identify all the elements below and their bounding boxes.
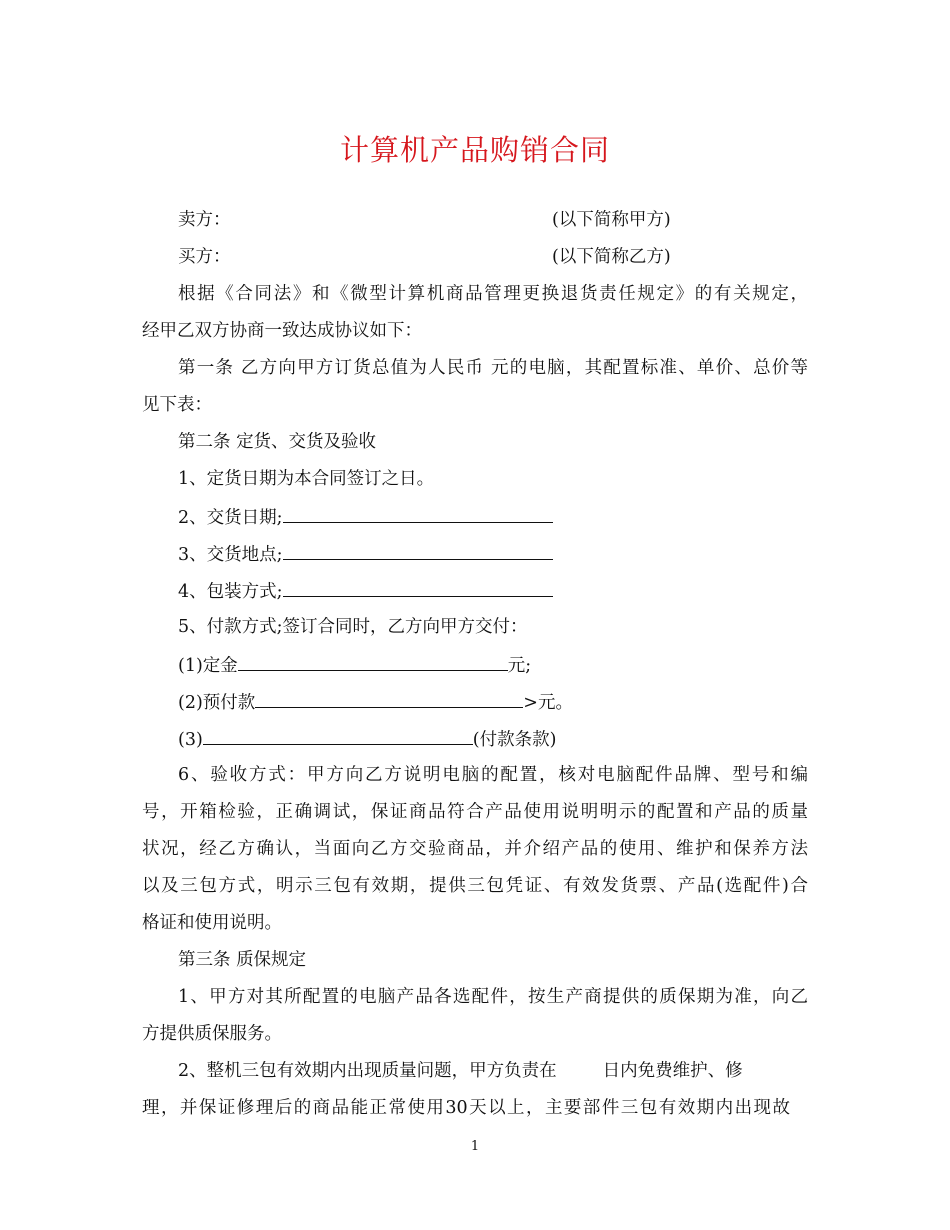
delivery-place-blank xyxy=(283,542,553,560)
seller-label: 卖方： xyxy=(178,210,231,230)
packaging-blank xyxy=(283,579,553,597)
quality-2-text-b: 日内免费维护、修 xyxy=(602,1061,743,1081)
quality-2-line-2: 理，并保证修理后的商品能正常使用30天以上，主要部件三包有效期内出现故 xyxy=(142,1098,790,1118)
quality-2-text-a: 2、整机三包有效期内出现质量问题，甲方负责在 xyxy=(178,1061,557,1081)
deposit-blank xyxy=(238,653,508,671)
seller-line xyxy=(178,209,231,231)
seller-note: (以下简称甲方) xyxy=(552,210,671,230)
item-5: 5、付款方式;签订合同时，乙方向甲方交付： xyxy=(178,617,528,637)
item-2-label: 2、交货日期; xyxy=(178,508,283,528)
sub-item-1-unit: 元; xyxy=(507,656,532,676)
sub-item-2-unit: >元。 xyxy=(523,693,573,713)
sub-item-1-label: (1)定金 xyxy=(178,656,238,676)
sub-item-2 xyxy=(178,690,573,714)
quality-1-line-1: 1、甲方对其所配置的电脑产品各选配件，按生产商提供的质保期为准，向乙 xyxy=(178,987,808,1007)
quality-2-line-1 xyxy=(178,1060,743,1082)
quality-1-line-2: 方提供质保服务。 xyxy=(142,1024,282,1044)
sub-item-3-note: (付款条款) xyxy=(472,730,557,750)
item-1: 1、定货日期为本合同签订之日。 xyxy=(178,469,435,489)
article-3-heading: 第三条 质保规定 xyxy=(178,950,307,970)
item-4 xyxy=(178,579,553,603)
sub-item-3-label: (3) xyxy=(178,730,203,750)
buyer-line xyxy=(178,246,231,268)
item-6-line-2: 号，开箱检验，正确调试，保证商品符合产品使用说明明示的配置和产品的质量 xyxy=(142,802,808,822)
item-6-line-1: 6、验收方式：甲方向乙方说明电脑的配置，核对电脑配件品牌、型号和编 xyxy=(178,765,808,785)
sub-item-2-label: (2)预付款 xyxy=(178,693,256,713)
item-3-label: 3、交货地点; xyxy=(178,545,283,565)
sub-item-3 xyxy=(178,727,556,751)
item-2 xyxy=(178,505,553,529)
document-title: 计算机产品购销合同 xyxy=(339,133,610,167)
preamble-line-2: 经甲乙双方协商一致达成协议如下： xyxy=(142,321,422,341)
article-1-line-1: 第一条 乙方向甲方订货总值为人民币 元的电脑，其配置标准、单价、总价等 xyxy=(178,358,808,378)
item-6-line-3: 状况，经乙方确认，当面向乙方交验商品，并介绍产品的使用、维护和保养方法 xyxy=(142,839,808,859)
buyer-note: (以下简称乙方) xyxy=(552,247,671,267)
sub-item-1 xyxy=(178,653,531,677)
payment-terms-blank xyxy=(203,727,473,745)
page-number: 1 xyxy=(470,1139,480,1154)
item-6-line-5: 格证和使用说明。 xyxy=(142,913,282,933)
item-3 xyxy=(178,542,553,566)
article-2-heading: 第二条 定货、交货及验收 xyxy=(178,432,377,452)
item-4-label: 4、包装方式; xyxy=(178,582,283,602)
delivery-date-blank xyxy=(283,505,553,523)
preamble-line-1: 根据《合同法》和《微型计算机商品管理更换退货责任规定》的有关规定， xyxy=(178,284,808,304)
buyer-label: 买方： xyxy=(178,247,231,267)
item-6-line-4: 以及三包方式，明示三包有效期，提供三包凭证、有效发货票、产品(选配件)合 xyxy=(142,876,808,896)
article-1-line-2: 见下表： xyxy=(142,395,212,415)
prepayment-blank xyxy=(255,690,523,708)
